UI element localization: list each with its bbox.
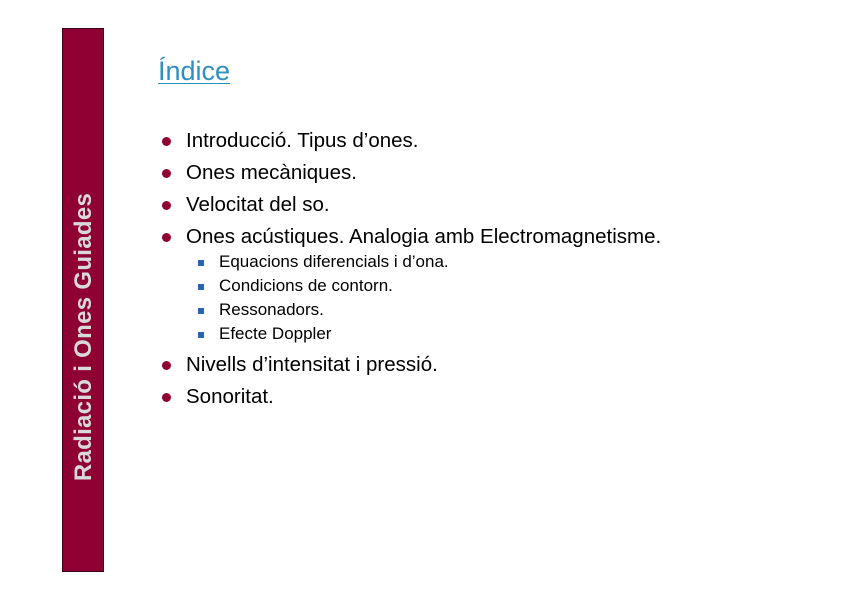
toc-item-label: Introducció. Tipus d’ones. — [186, 129, 419, 152]
toc-item-introduccio — [160, 128, 800, 154]
toc-subitem-equacions — [197, 250, 800, 274]
bullet-square-icon — [198, 332, 204, 338]
toc-item-sonoritat — [160, 384, 800, 410]
toc-item-nivells — [160, 352, 800, 378]
bullet-dot-icon — [162, 201, 171, 210]
sidebar-band — [62, 28, 104, 572]
toc-item-label: Ones acústiques. Analogia amb Electromagnetisme. — [186, 225, 662, 248]
bullet-dot-icon — [162, 137, 171, 146]
toc-subitem-label: Efecte Doppler — [219, 324, 332, 343]
sidebar-title: Radiació i Ones Guiades — [70, 192, 97, 482]
toc-subitem-label: Ressonadors. — [219, 300, 324, 319]
toc-subitem-ressonadors — [197, 298, 800, 322]
toc-item-label: Nivells d’intensitat i pressió. — [186, 353, 438, 376]
toc-item-ones-mecaniques — [160, 160, 800, 186]
toc-item-label: Ones mecàniques. — [186, 161, 357, 184]
bullet-dot-icon — [162, 361, 171, 370]
toc-item-velocitat — [160, 192, 800, 218]
toc-subitem-condicions — [197, 274, 800, 298]
bullet-square-icon — [198, 260, 204, 266]
bullet-square-icon — [198, 308, 204, 314]
bullet-dot-icon — [162, 233, 171, 242]
toc-sub-list — [186, 250, 800, 346]
toc-item-label: Velocitat del so. — [186, 193, 330, 216]
bullet-dot-icon — [162, 169, 171, 178]
toc-item-ones-acustiques — [160, 224, 800, 346]
bullet-square-icon — [198, 284, 204, 290]
toc-subitem-doppler — [197, 322, 800, 346]
toc-subitem-label: Condicions de contorn. — [219, 276, 393, 295]
table-of-contents — [160, 128, 800, 416]
slide-title[interactable]: Índice — [158, 56, 231, 86]
toc-item-label: Sonoritat. — [186, 385, 274, 408]
toc-subitem-label: Equacions diferencials i d’ona. — [219, 252, 449, 271]
bullet-dot-icon — [162, 393, 171, 402]
